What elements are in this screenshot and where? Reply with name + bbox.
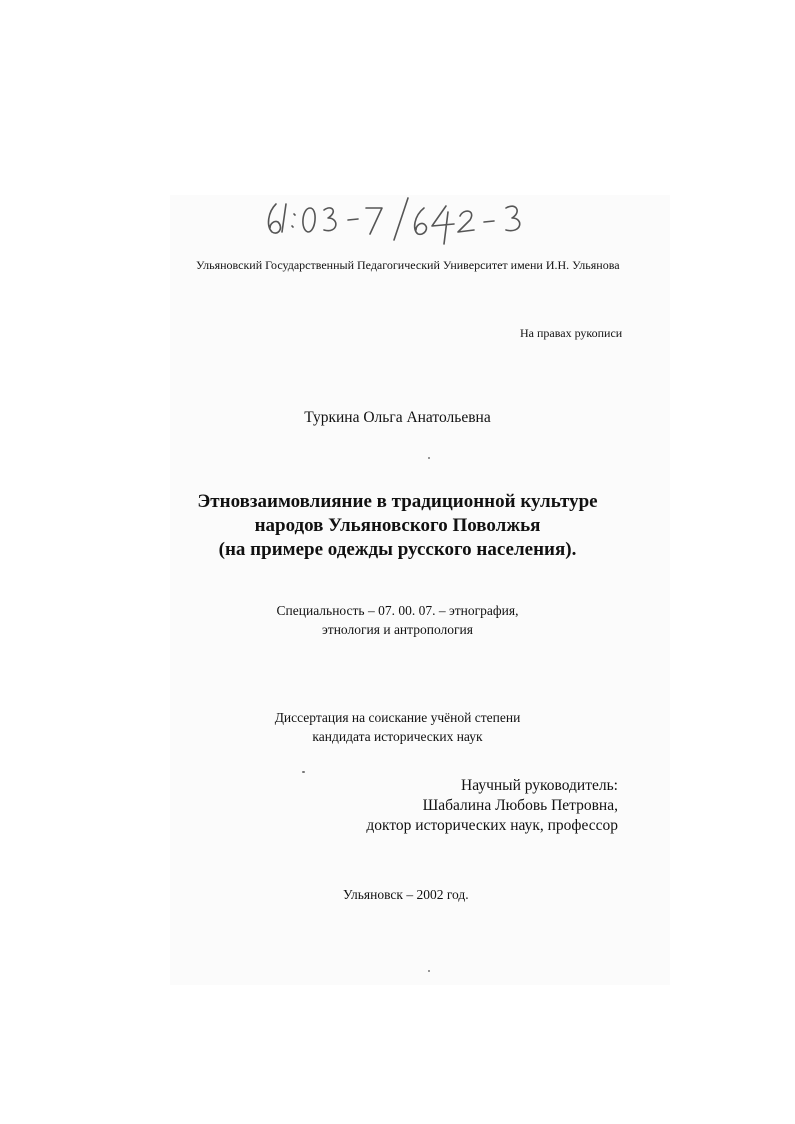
specialty xyxy=(0,601,795,639)
degree-statement xyxy=(0,708,795,746)
author-name: Туркина Ольга Анатольевна xyxy=(304,409,491,426)
advisor-name: Шабалина Любовь Петровна, xyxy=(422,797,618,814)
city-year: Ульяновск – 2002 год. xyxy=(343,887,469,902)
advisor-role: Научный руководитель: xyxy=(461,777,618,794)
specialty-line-2: этнология и антропология xyxy=(322,622,473,637)
specialty-line-1: Специальность – 07. 00. 07. – этнография, xyxy=(276,603,519,618)
scientific-advisor xyxy=(366,776,618,836)
rights-notice: На правах рукописи xyxy=(520,326,623,340)
degree-line-1: Диссертация на соискание учёной степени xyxy=(274,710,521,725)
scan-speck xyxy=(302,771,305,773)
title-line-2: народов Ульяновского Поволжья xyxy=(254,515,541,536)
scan-background xyxy=(170,195,670,985)
scan-speck xyxy=(428,457,430,459)
dissertation-title xyxy=(0,490,795,562)
title-line-3: (на примере одежды русского населения). xyxy=(218,539,577,560)
university-name: Ульяновский Государственный Педагогический Университет имени И.Н. Ульянова xyxy=(196,258,620,272)
degree-line-2: кандидата исторических наук xyxy=(312,729,483,744)
handwritten-catalog-number xyxy=(262,190,562,250)
title-line-1: Этновзаимовлияние в традиционной культуре xyxy=(197,491,598,512)
handwritten-code-text: 61:03-7/642-3 xyxy=(262,248,268,249)
advisor-credentials: доктор исторических наук, профессор xyxy=(366,817,618,834)
scan-speck xyxy=(428,970,430,972)
